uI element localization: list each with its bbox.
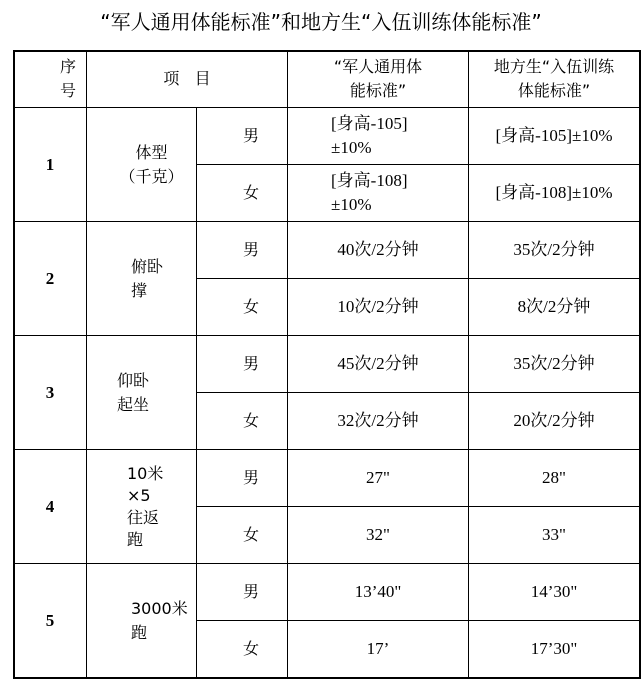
- gender-male: 男: [242, 468, 259, 487]
- gender-male: 男: [242, 354, 259, 373]
- female-military-value: 32": [366, 525, 390, 544]
- male-military-value: 45次/2分钟: [337, 354, 419, 373]
- header-item: 项 目: [163, 69, 211, 88]
- row-index: 3: [45, 382, 55, 402]
- female-military-value: 32次/2分钟: [337, 411, 419, 430]
- row-index: 5: [45, 610, 55, 630]
- female-military-value: 17’: [366, 639, 390, 658]
- row-item: 3000米 跑: [131, 598, 188, 642]
- male-civilian-value: 14’30": [530, 582, 578, 601]
- row-index: 2: [45, 268, 55, 288]
- male-military-value: 40次/2分钟: [337, 240, 419, 259]
- row-index: 1: [45, 154, 55, 174]
- female-civilian-value: 8次/2分钟: [517, 297, 591, 316]
- table-right-border: [639, 50, 641, 679]
- male-military-value: [身高-105] ±10%: [331, 114, 408, 157]
- male-civilian-value: 35次/2分钟: [513, 240, 595, 259]
- female-military-value: 10次/2分钟: [337, 297, 419, 316]
- row-item: 仰卧 起坐: [117, 370, 150, 414]
- gender-male: 男: [242, 126, 259, 145]
- female-civilian-value: 33": [542, 525, 566, 544]
- female-civilian-value: [身高-108]±10%: [495, 183, 613, 202]
- male-civilian-value: [身高-105]±10%: [495, 126, 613, 145]
- row-item: 体型 （千克）: [119, 142, 184, 186]
- row-index: 4: [45, 496, 55, 516]
- row-item: 俯卧 撑: [131, 256, 164, 300]
- row-item: 10米 ×5 往返 跑: [127, 463, 164, 549]
- gender-female: 女: [242, 183, 259, 202]
- header-military-standard: “军人通用体 能标准”: [333, 57, 423, 100]
- female-civilian-value: 17’30": [530, 639, 578, 658]
- female-military-value: [身高-108] ±10%: [331, 171, 408, 214]
- gender-male: 男: [242, 240, 259, 259]
- table-bottom-border: [13, 677, 641, 679]
- gender-female: 女: [242, 525, 259, 544]
- male-military-value: 27": [366, 468, 390, 487]
- document-title: “军人通用体能标准”和地方生“入伍训练体能标准”: [100, 10, 542, 34]
- header-civilian-standard: 地方生“入伍训练 体能标准”: [493, 57, 615, 100]
- gender-male: 男: [242, 582, 259, 601]
- female-civilian-value: 20次/2分钟: [513, 411, 595, 430]
- gender-female: 女: [242, 639, 259, 658]
- header-index: 序 号: [59, 57, 76, 100]
- gender-female: 女: [242, 297, 259, 316]
- male-civilian-value: 28": [542, 468, 566, 487]
- male-civilian-value: 35次/2分钟: [513, 354, 595, 373]
- gender-female: 女: [242, 411, 259, 430]
- male-military-value: 13’40": [354, 582, 402, 601]
